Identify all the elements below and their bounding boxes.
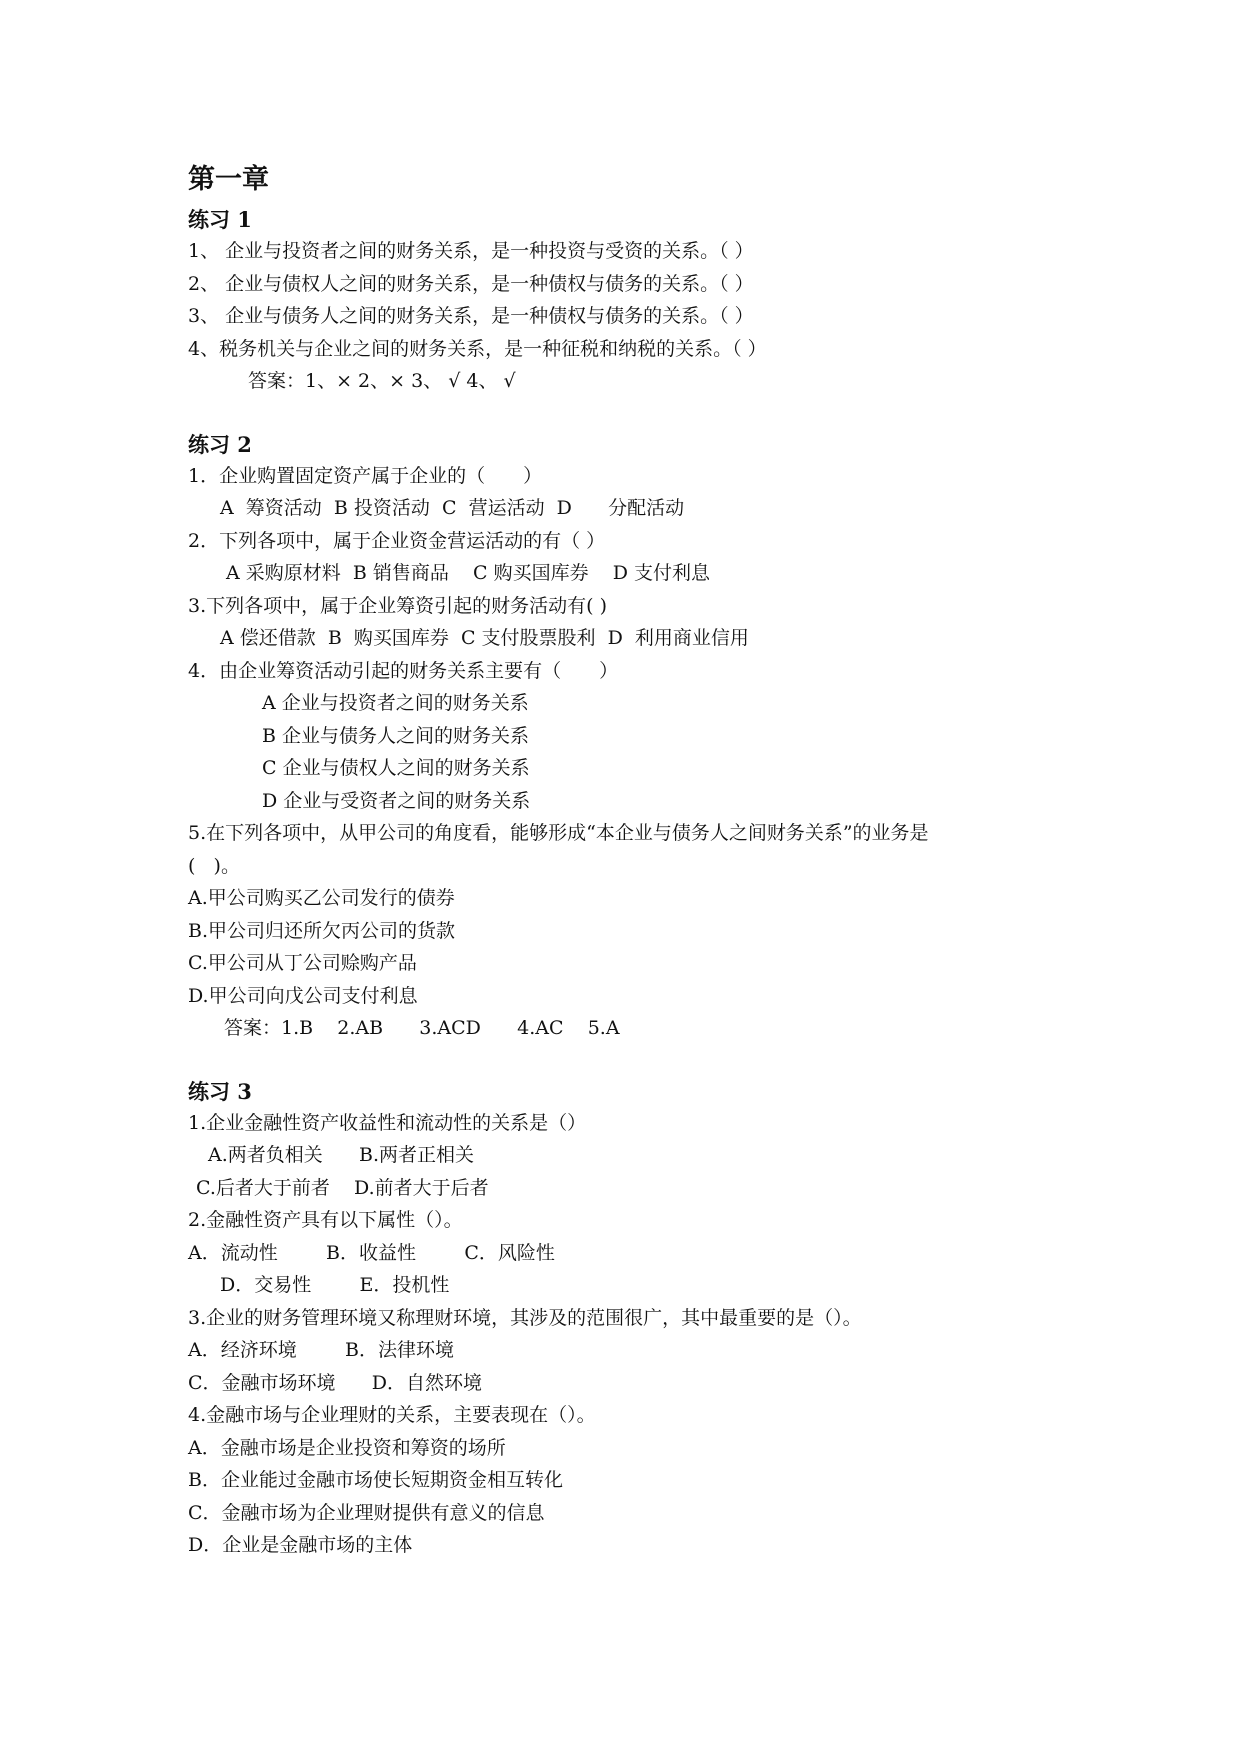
option-item: C．金融市场为企业理财提供有意义的信息	[188, 1501, 545, 1524]
question-line: 1.企业金融性资产收益性和流动性的关系是（）	[188, 1111, 587, 1134]
option-item: B 企业与债务人之间的财务关系	[262, 724, 530, 747]
option-item: D 企业与受资者之间的财务关系	[262, 789, 531, 812]
option-item: D．企业是金融市场的主体	[188, 1534, 413, 1556]
question-line: 2．下列各项中，属于企业资金营运活动的有（ ）	[188, 529, 606, 552]
option-item: D.甲公司向戊公司支付利息	[188, 984, 418, 1007]
question-line: 4.金融市场与企业理财的关系，主要表现在（）。	[188, 1404, 596, 1426]
options-line: A.两者负相关 B.两者正相关	[208, 1144, 475, 1166]
exercise-1	[188, 205, 1068, 398]
answer-line: 答案：1、× 2、× 3、 √ 4、 √	[248, 370, 516, 392]
options-line: A 筹资活动 B 投资活动 C 营运活动 D 分配活动	[220, 497, 685, 519]
question-line: 2.金融性资产具有以下属性（）。	[188, 1209, 463, 1231]
options-line: A 偿还借款 B 购买国库券 C 支付股票股利 D 利用商业信用	[220, 627, 749, 649]
options-line: A．流动性 B．收益性 C．风险性	[188, 1241, 555, 1264]
options-line: C.后者大于前者 D.前者大于后者	[196, 1176, 489, 1199]
question-line: 4、税务机关与企业之间的财务关系，是一种征税和纳税的关系。（ ）	[188, 337, 767, 360]
question-line: 5.在下列各项中，从甲公司的角度看，能够形成“本企业与债务人之间财务关系”的业务是	[188, 822, 929, 844]
exercise-1-title: 练习 1	[188, 207, 252, 232]
document-page	[188, 160, 1068, 1562]
option-item: A．金融市场是企业投资和筹资的场所	[188, 1436, 506, 1459]
exercise-3	[188, 1077, 1068, 1562]
question-line: 3.企业的财务管理环境又称理财环境，其涉及的范围很广，其中最重要的是（）。	[188, 1306, 862, 1329]
options-line: A．经济环境 B．法律环境	[188, 1339, 455, 1361]
option-item: A 企业与投资者之间的财务关系	[262, 692, 529, 714]
exercise-3-title: 练习 3	[188, 1078, 252, 1104]
options-line: D．交易性 E．投机性	[220, 1274, 450, 1296]
question-line-cont: ( )。	[188, 854, 240, 877]
option-item: A.甲公司购买乙公司发行的债券	[188, 887, 455, 909]
answer-line: 答案：1.B 2.AB 3.ACD 4.AC 5.A	[224, 1017, 620, 1039]
exercise-2	[188, 430, 1068, 1045]
options-line: C．金融市场环境 D．自然环境	[188, 1371, 483, 1394]
options-line: A 采购原材料 B 销售商品 C 购买国库券 D 支付利息	[226, 562, 711, 584]
option-item: B.甲公司归还所欠丙公司的货款	[188, 919, 456, 942]
exercise-2-title: 练习 2	[188, 431, 252, 457]
question-line: 4．由企业筹资活动引起的财务关系主要有（ ）	[188, 659, 619, 682]
question-line: 1、 企业与投资者之间的财务关系，是一种投资与受资的关系。（ ）	[188, 240, 754, 262]
question-line: 3、 企业与债务人之间的财务关系，是一种债权与债务的关系。（ ）	[188, 305, 754, 327]
option-item: B．企业能过金融市场使长短期资金相互转化	[188, 1469, 563, 1491]
option-item: C.甲公司从丁公司赊购产品	[188, 952, 417, 974]
question-line: 3.下列各项中，属于企业筹资引起的财务活动有( )	[188, 594, 607, 617]
option-item: C 企业与债权人之间的财务关系	[262, 757, 530, 779]
question-line: 1．企业购置固定资产属于企业的（ ）	[188, 464, 543, 487]
question-line: 2、 企业与债权人之间的财务关系，是一种债权与债务的关系。（ ）	[188, 272, 754, 295]
chapter-title: 第一章	[188, 164, 269, 195]
